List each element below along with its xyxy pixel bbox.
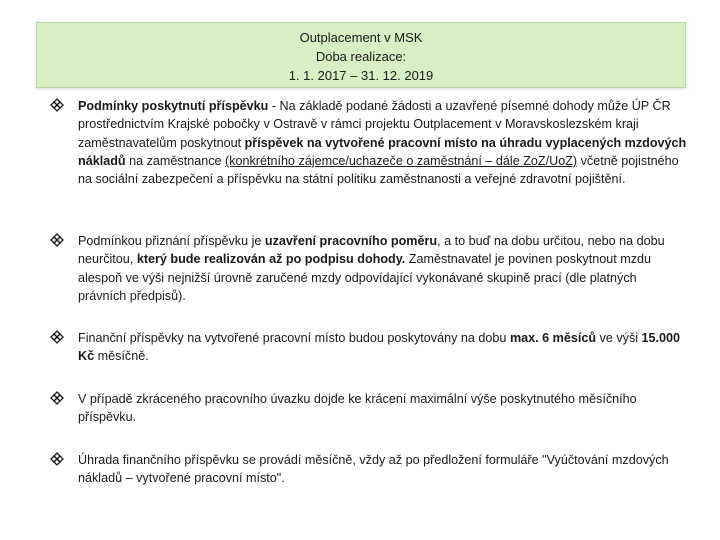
text-segment: měsíčně. bbox=[94, 349, 149, 364]
text-segment: Úhrada finančního příspěvku se provádí měsíčně, vždy až po předložení formuláře "Vyúčtování mzdových nákladů – vytvořené pracovní místo". bbox=[78, 453, 669, 486]
subtitle-line: Doba realizace: bbox=[315, 49, 407, 64]
text-segment: uzavření pracovního poměru bbox=[264, 234, 438, 248]
title-line: Outplacement v MSK bbox=[299, 30, 423, 45]
text-segment: V případě zkráceného pracovního úvazku dojde ke krácení maximální výše poskytnutého měsíčního příspěvku. bbox=[78, 392, 637, 425]
bullet-text bbox=[78, 390, 688, 427]
bullet-text bbox=[78, 97, 688, 188]
diamond-bullet-icon bbox=[50, 391, 64, 405]
title-box bbox=[36, 22, 686, 88]
diamond-bullet-icon bbox=[50, 330, 64, 344]
text-segment: , a to buď na dobu určitou, nebo na dobu neurčitou, bbox=[78, 234, 665, 267]
date-range-line: 1. 1. 2017 – 31. 12. 2019 bbox=[288, 68, 434, 83]
text-segment: Zaměstnavatel je povinen poskytnout mzdu alespoň ve výši nejnižší úrovně zaručené mzdy odpovídající vykonávané skupině prací (dle platných právních předpisů). bbox=[78, 252, 651, 303]
text-segment: Podmínkou přiznání příspěvku je bbox=[78, 234, 265, 248]
text-segment: max. 6 měsíců bbox=[509, 331, 597, 345]
diamond-bullet-icon bbox=[50, 98, 64, 112]
text-segment: Finanční příspěvky na vytvořené pracovní místo budou poskytovány na dobu bbox=[78, 331, 510, 345]
diamond-bullet-icon bbox=[50, 233, 64, 247]
text-segment: - Na základě podané žádosti a uzavřené písemné dohody může ÚP ČR prostřednictvím Krajské pobočky v Ostravě v rámci projektu Outplacement v Moravskoslezském kraji zaměstnavatelům poskytnout bbox=[78, 99, 671, 150]
diamond-bullet-icon bbox=[50, 452, 64, 466]
text-segment: ve výši bbox=[596, 331, 642, 345]
text-segment: včetně pojistného na sociální zabezpečení a příspěvku na státní politiku zaměstnanosti a veřejné zdravotní pojištění. bbox=[78, 153, 679, 187]
text-segment: (konkrétního zájemce/uchazeče o zaměstnání – dále ZoZ/UoZ) bbox=[225, 153, 578, 168]
text-segment: Podmínky poskytnutí příspěvku bbox=[78, 99, 269, 113]
bullet-text bbox=[78, 451, 688, 488]
text-segment: na zaměstnance bbox=[125, 153, 226, 168]
text-segment: 15.000 Kč bbox=[78, 331, 681, 364]
text-segment: příspěvek na vytvořené pracovní místo na úhradu vyplacených mzdových nákladů bbox=[78, 135, 687, 168]
text-segment: který bude realizován až po podpisu dohody. bbox=[136, 252, 406, 267]
bullet-text bbox=[78, 329, 688, 366]
bullet-text bbox=[78, 232, 688, 305]
